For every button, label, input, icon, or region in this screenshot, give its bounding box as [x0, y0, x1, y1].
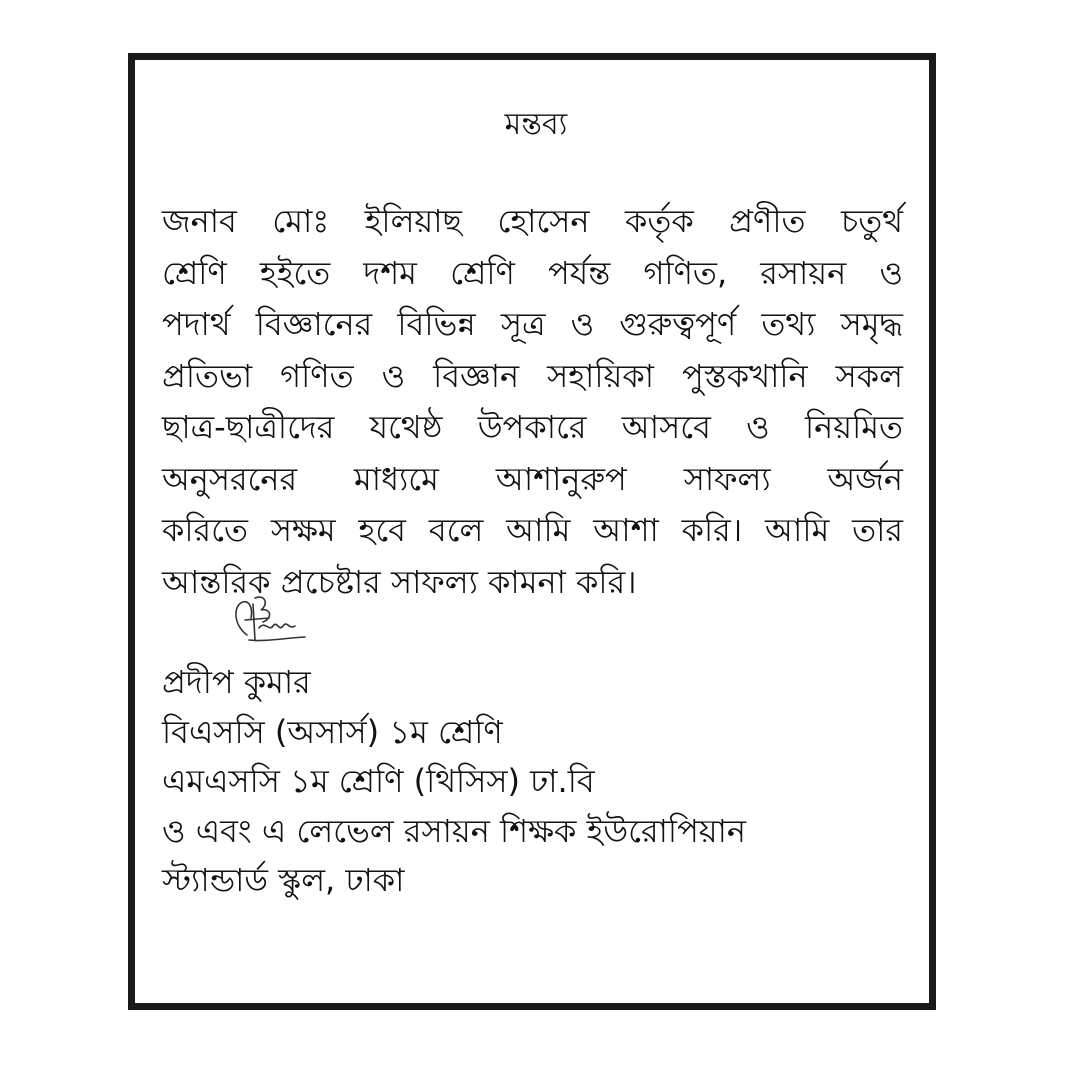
paragraph-line: শ্রেণি হইতে দশম শ্রেণি পর্যন্ত গণিত, রসায়ন ও: [162, 253, 903, 292]
comment-paragraph: [162, 196, 903, 608]
paragraph-line: জনাব মোঃ ইলিয়াছ হোসেন কর্তৃক প্রণীত চতুর্থ: [162, 202, 903, 240]
author-name: প্রদীপ কুমার: [162, 663, 311, 701]
paragraph-line: অনুসরনের মাধ্যমে আশানুরুপ সাফল্য অর্জন: [162, 459, 903, 498]
paragraph-line: প্রতিভা গণিত ও বিজ্ঞান সহায়িকা পুস্তকখানি সকল: [162, 356, 903, 395]
paragraph-line: ছাত্র-ছাত্রীদের যথেষ্ঠ উপকারে আসবে ও নিয়মিত: [162, 408, 903, 446]
author-credential: বিএসসি (অসার্স) ১ম শ্রেণি: [162, 712, 503, 751]
paragraph-line: করিতে সক্ষম হবে বলে আমি আশা করি। আমি তার: [162, 511, 903, 549]
author-credential: ও এবং এ লেভেল রসায়ন শিক্ষক ইউরোপিয়ান: [162, 811, 747, 850]
paragraph-line: আন্তরিক প্রচেষ্টার সাফল্য কামনা করি।: [162, 562, 637, 601]
page-title: মন্তব্য: [504, 107, 568, 142]
author-credential: এমএসসি ১ম শ্রেণি (থিসিস) ঢা.বি: [162, 762, 595, 800]
handwritten-signature: [225, 590, 325, 650]
author-block: [162, 658, 746, 906]
paragraph-line: পদার্থ বিজ্ঞানের বিভিন্ন সূত্র ও গুরুত্বপূর্ণ তথ্য সমৃদ্ধ: [162, 305, 903, 343]
author-credential: স্ট্যান্ডার্ড স্কুল, ঢাকা: [162, 861, 405, 899]
